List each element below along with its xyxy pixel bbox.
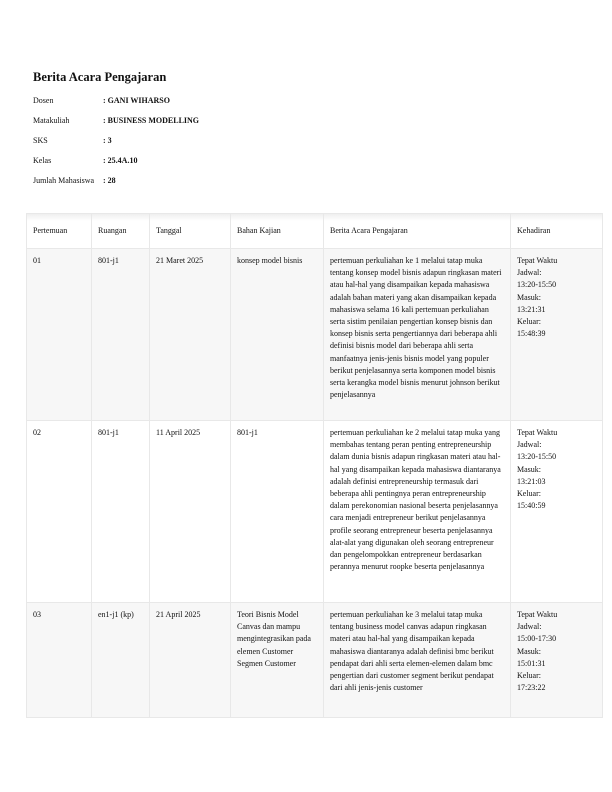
header-bahan-kajian: Bahan Kajian — [231, 214, 324, 249]
cell-bahan-kajian: Teori Bisnis Model Canvas dan mampu mengintegrasikan pada elemen Customer Segmen Customer — [231, 603, 324, 718]
header-ruangan: Ruangan — [92, 214, 150, 249]
cell-tanggal: 21 April 2025 — [150, 603, 231, 718]
page-title: Berita Acara Pengajaran — [33, 70, 167, 84]
kehadiran-value: 13:20-15:50 — [517, 280, 557, 290]
header-tanggal: Tanggal — [150, 214, 231, 249]
kehadiran-status: Tepat Waktu — [517, 256, 558, 265]
table-row — [27, 603, 603, 718]
info-value: : 25.4A.10 — [103, 156, 138, 165]
info-label: Matakuliah — [33, 116, 70, 125]
cell-ruangan: 801-j1 — [92, 249, 150, 421]
cell-berita-acara: pertemuan perkuliahan ke 2 melalui tatap muka yang membahas tentang peran penting entrepreneurship dalam dunia bisnis adapun ringkasan materi atau hal-hal yang disampaikan kepada mahasiswa diantaranya adalah definisi entrepreneurship termasuk dari beberapa ahli pentingnya peran entrepreneurship dalam perekonomian nasional beserta penjelasannya cara menjadi entrepreneur berikut penjelasannya profile seorang entrepreneur beserta penjelasannya alat-alat yang digunakan oleh seorang entrepreneur dan pengelompokkan entrepreneur berdasarkan perannya menurut roopke beserta penjelasannya — [324, 421, 511, 603]
kehadiran-label: Jadwal: — [517, 440, 542, 450]
table-row — [27, 249, 603, 421]
bap-table — [26, 213, 603, 718]
kehadiran-label: Masuk: — [517, 292, 541, 302]
table-header-row — [27, 214, 603, 249]
cell-bahan-kajian: konsep model bisnis — [231, 249, 324, 421]
cell-kehadiran — [511, 421, 603, 603]
kehadiran-value: 13:21:31 — [517, 304, 546, 314]
cell-pertemuan: 01 — [27, 249, 92, 421]
info-value: : BUSINESS MODELLING — [103, 116, 200, 125]
kehadiran-label: Masuk: — [517, 646, 541, 656]
cell-tanggal: 21 Maret 2025 — [150, 249, 231, 421]
kehadiran-label: Keluar: — [517, 317, 541, 327]
info-label: Dosen — [33, 96, 54, 105]
kehadiran-label: Jadwal: — [517, 268, 542, 278]
info-row-kelas — [33, 156, 199, 176]
cell-kehadiran — [511, 249, 603, 421]
cell-pertemuan: 02 — [27, 421, 92, 603]
kehadiran-status: Tepat Waktu — [517, 428, 558, 437]
cell-ruangan: 801-j1 — [92, 421, 150, 603]
kehadiran-value: 15:01:31 — [517, 658, 546, 668]
cell-berita-acara: pertemuan perkuliahan ke 3 melalui tatap muka tentang business model canvas adapun ringkasan materi atau hal-hal yang disampaikan kepada mahasiswa diantaranya adalah definisi bmc berikut pendapat dari ahli serta elemen-elemen dalam bmc pengertian dari customer segment berikut pendapat dari ahli jenis-jenis customer — [324, 603, 511, 718]
kehadiran-label: Keluar: — [517, 671, 541, 681]
course-info — [33, 96, 199, 196]
kehadiran-value: 15:00-17:30 — [517, 634, 557, 644]
info-value: : 3 — [103, 136, 112, 145]
kehadiran-value: 15:48:39 — [517, 329, 546, 339]
header-pertemuan: Pertemuan — [27, 214, 92, 249]
cell-pertemuan: 03 — [27, 603, 92, 718]
header-berita-acara: Berita Acara Pengajaran — [324, 214, 511, 249]
cell-kehadiran — [511, 603, 603, 718]
info-row-jumlah-mahasiswa — [33, 176, 199, 196]
kehadiran-status: Tepat Waktu — [517, 610, 558, 619]
info-row-sks — [33, 136, 199, 156]
cell-ruangan: en1-j1 (kp) — [92, 603, 150, 718]
info-label: SKS — [33, 136, 48, 145]
table-row — [27, 421, 603, 603]
info-value: : 28 — [103, 176, 116, 185]
kehadiran-value: 13:20-15:50 — [517, 452, 557, 462]
info-row-matakuliah — [33, 116, 199, 136]
header-kehadiran: Kehadiran — [511, 214, 603, 249]
info-row-dosen — [33, 96, 199, 116]
kehadiran-value: 17:23:22 — [517, 683, 546, 693]
kehadiran-value: 15:40:59 — [517, 501, 546, 511]
cell-bahan-kajian: 801-j1 — [231, 421, 324, 603]
info-label: Jumlah Mahasiswa — [33, 176, 95, 185]
info-label: Kelas — [33, 156, 52, 165]
kehadiran-label: Jadwal: — [517, 622, 542, 632]
cell-berita-acara: pertemuan perkuliahan ke 1 melalui tatap muka tentang konsep model bisnis adapun ringkasan materi atau hal-hal yang disampaikan kepada mahasiswa adalah bahan materi yang akan disampaikan kepada mahasiswa selama 16 kali pertemuan perkuliahan serta sistim penilaian pengertian konsep bisnis dan konsep bisnis serta pengertiannya dari beberapa ahli definisi bisnis model dari beberapa ahli serta manfaatnya jenis-jenis bisnis model yang populer berikut penjelasannya serta komponen model bisnis serta kerangka model bisnis menurut johnson berikut penjelasannya — [324, 249, 511, 421]
kehadiran-label: Keluar: — [517, 489, 541, 499]
kehadiran-value: 13:21:03 — [517, 476, 546, 486]
kehadiran-label: Masuk: — [517, 464, 541, 474]
info-value: : GANI WIHARSO — [103, 96, 170, 105]
cell-tanggal: 11 April 2025 — [150, 421, 231, 603]
